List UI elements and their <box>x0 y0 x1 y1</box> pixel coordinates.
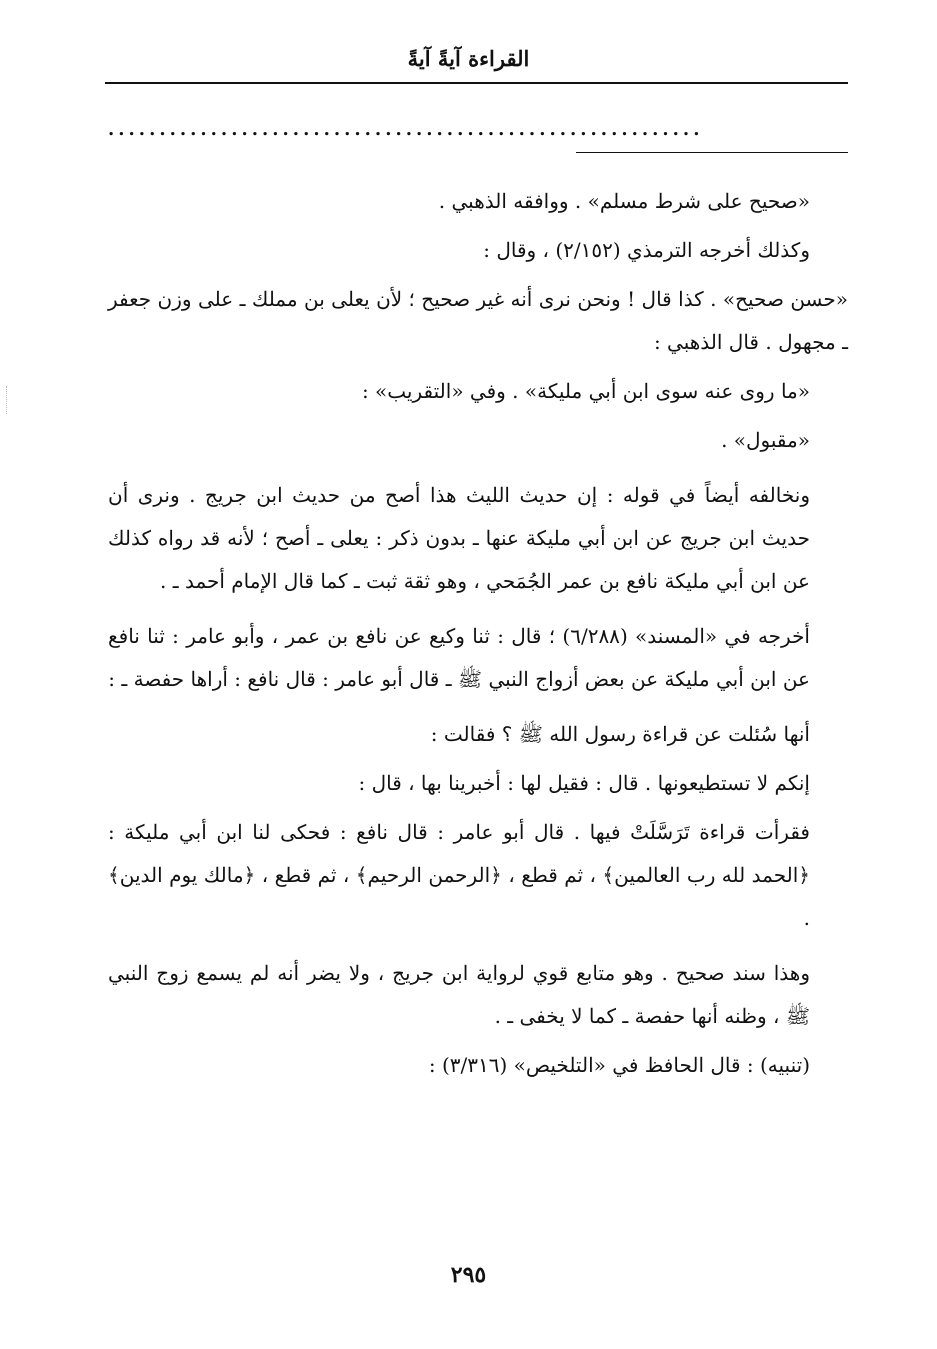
paragraph-4: «ما روى عنه سوى ابن أبي مليكة» . وفي «التقريب» : <box>361 379 810 403</box>
running-header-title: القراءة آيةً آيةً <box>407 46 530 71</box>
body-text <box>108 180 848 1093</box>
page-number: ٢٩٥ <box>450 1262 487 1288</box>
paragraph-10: فقرأت قراءة تَرَسَّلَتْ فيها . قال أبو عامر : قال نافع : فحكى لنا ابن أبي مليكة : ﴿الحمد لله رب العالمين﴾ ، ثم قطع ، ﴿الرحمن الرحيم﴾ ، ثم قطع ، ﴿مالك يوم الدين﴾ . <box>108 820 810 930</box>
paragraph-3: «حسن صحيح» . كذا قال ! ونحن نرى أنه غير صحيح ؛ لأن يعلى بن مملك ـ على وزن جعفر ـ مجهول . قال الذهبي : <box>108 287 848 354</box>
header-rule <box>105 82 848 84</box>
margin-mark <box>6 386 11 414</box>
paragraph-1: «صحيح على شرط مسلم» . ووافقه الذهبي . <box>438 189 810 213</box>
paragraph-2: وكذلك أخرجه الترمذي (٢/١٥٢) ، وقال : <box>483 238 810 262</box>
paragraph-7: أخرجه في «المسند» (٦/٢٨٨) ؛ قال : ثنا وكيع عن نافع بن عمر ، وأبو عامر : ثنا نافع عن ابن أبي مليكة عن بعض أزواج النبي ﷺ ـ قال أبو عامر : قال نافع : أراها حفصة ـ : <box>108 624 810 691</box>
paragraph-11: وهذا سند صحيح . وهو متابع قوي لرواية ابن جريج ، ولا يضر أنه لم يسمع زوج النبي ﷺ ، وظنه أنها حفصة ـ كما لا يخفى ـ . <box>108 961 810 1028</box>
footnote-rule <box>576 152 848 153</box>
paragraph-8: أنها سُئلت عن قراءة رسول الله ﷺ ؟ فقالت : <box>430 722 810 746</box>
paragraph-12: (تنبيه) : قال الحافظ في «التلخيص» (٣/٣١٦) : <box>428 1053 810 1077</box>
paragraph-6: ونخالفه أيضاً في قوله : إن حديث الليث هذا أصح من حديث ابن جريج . ونرى أن حديث ابن جريج عن ابن أبي مليكة عنها ـ بدون ذكر : يعلى ـ أصح ؛ لأنه قد رواه كذلك عن ابن أبي مليكة نافع بن عمر الجُمَحي ، وهو ثقة ثبت ـ كما قال الإمام أحمد ـ . <box>108 483 810 593</box>
paragraph-5: «مقبول» . <box>721 428 810 452</box>
separator-dots: .......................................................... <box>108 122 704 138</box>
paragraph-9: إنكم لا تستطيعونها . قال : فقيل لها : أخبرينا بها ، قال : <box>358 771 810 795</box>
